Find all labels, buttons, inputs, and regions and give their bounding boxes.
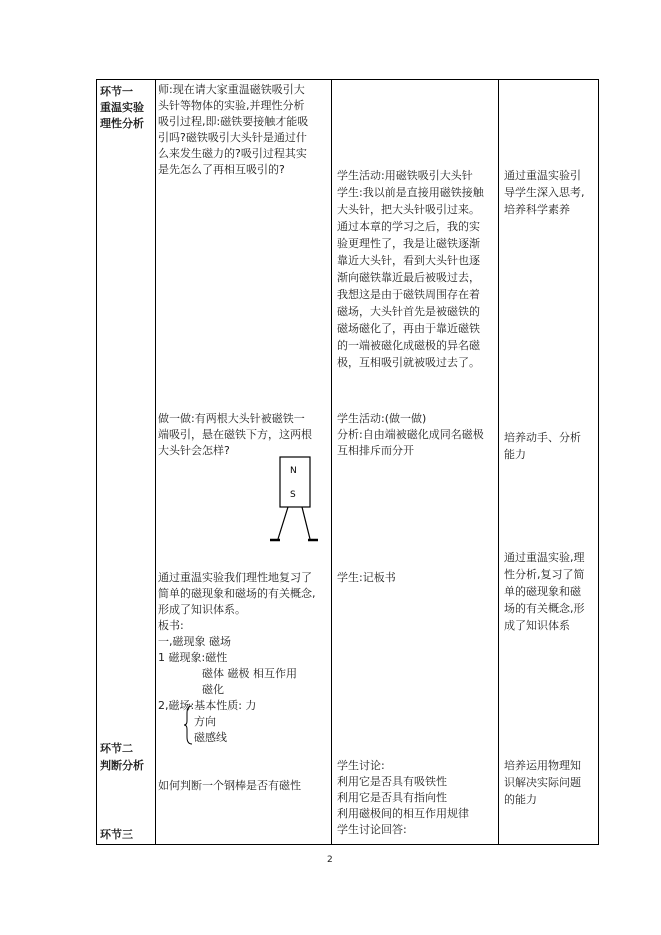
- goal-line: 培养动手、分析: [504, 431, 581, 444]
- board-title: 板书:: [158, 619, 184, 632]
- goal-line: 通过重温实验,理: [504, 551, 585, 564]
- summary-line: 形成了知识体系。: [158, 603, 246, 616]
- activity-line: 的一端被磁化成磁极的异名磁: [337, 339, 480, 352]
- board-line: 2,磁场:基本性质: 力: [158, 699, 257, 712]
- intro-line: 吸引过程,即:磁铁要接触才能吸: [158, 115, 309, 128]
- brace-diagram: [184, 705, 194, 745]
- notes-line: 学生:记板书: [337, 571, 396, 584]
- activity-line: 学生活动:用磁铁吸引大头针: [337, 169, 473, 182]
- board-line: 磁体 磁极 相互作用: [202, 667, 297, 680]
- activity2-line: 学生活动:(做一做): [337, 412, 427, 425]
- discuss-line: 学生讨论:: [337, 759, 385, 772]
- activity-line: 我想这是由于磁铁周围存在着: [337, 288, 480, 301]
- activity-line: 靠近大头针，看到大头针也逐: [337, 254, 480, 267]
- goal-line: 单的磁现象和磁: [504, 585, 581, 598]
- activity-line: 通过本章的学习之后，我的实: [337, 220, 480, 233]
- activity2-line: 分析:自由端被磁化成同名磁极: [337, 428, 484, 441]
- activity-line: 学生:我以前是直接用磁铁接触: [337, 186, 484, 199]
- summary-line: 简单的磁现象和磁场的有关概念,: [158, 587, 316, 600]
- summary-line: 通过重温实验我们理性地复习了: [158, 571, 312, 584]
- stage1-line1: 环节一: [100, 85, 133, 98]
- try-line: 做一做:有两根大头针被磁铁一: [158, 412, 305, 425]
- board-line: 1 磁现象:磁性: [158, 651, 228, 664]
- goal-line: 导学生深入思考,: [504, 186, 585, 199]
- intro-line: 头针等物体的实验,并理性分析: [158, 99, 305, 112]
- pin-left: [278, 507, 288, 539]
- stage2-line2: 判断分析: [100, 759, 144, 772]
- activity-line: 磁场磁化了，再由于靠近磁铁: [337, 322, 480, 335]
- activity-line: 极，互相吸引就被吸过去了。: [337, 356, 480, 369]
- activity-line: 磁场，大头针首先是被磁铁的: [337, 305, 480, 318]
- lesson-plan-table: [96, 79, 599, 845]
- intro-line: 是先怎么了再相互吸引的?: [158, 163, 285, 176]
- goal-line: 的能力: [504, 793, 537, 806]
- goal-line: 性分析,复习了简: [504, 568, 585, 581]
- judge-question: 如何判断一个钢棒是否有磁性: [158, 779, 301, 792]
- stage-column: [97, 80, 156, 845]
- goal-line: 培养运用物理知: [504, 759, 581, 772]
- pin-right: [302, 507, 310, 539]
- discuss-line: 利用它是否具有指向性: [337, 791, 447, 804]
- goal-column: [499, 80, 599, 845]
- activity2-line: 互相排斥而分开: [337, 444, 414, 457]
- goal-line: 培养科学素养: [504, 203, 570, 216]
- try-line: 端吸引，悬在磁铁下方，这两根: [158, 428, 312, 441]
- stage2-line1: 环节二: [100, 742, 133, 755]
- goal-line: 识解决实际问题: [504, 776, 581, 789]
- intro-line: 引吗?磁铁吸引大头针是通过什: [158, 131, 307, 144]
- board-line: 磁感线: [194, 731, 227, 744]
- board-line: 一,磁现象 磁场: [158, 635, 231, 648]
- goal-line: 场的有关概念,形: [504, 602, 585, 615]
- stage3-line1: 环节三: [100, 828, 133, 841]
- student-column: [332, 80, 499, 845]
- stage1-line3: 理性分析: [100, 117, 144, 130]
- discuss-line: 学生讨论回答:: [337, 823, 407, 836]
- activity-line: 大头针，把大头针吸引过来。: [337, 203, 480, 216]
- intro-line: 么来发生磁力的?吸引过程其实: [158, 147, 307, 160]
- page-number: 2: [327, 855, 333, 865]
- table-row: [97, 80, 599, 845]
- teacher-column: [156, 80, 332, 845]
- activity-line: 渐向磁铁靠近最后被吸过去，: [337, 271, 480, 284]
- goal-line: 成了知识体系: [504, 619, 570, 632]
- magnet-n-label: N: [290, 466, 297, 476]
- board-line: 磁化: [202, 683, 224, 696]
- discuss-line: 利用磁极间的相互作用规律: [337, 807, 469, 820]
- intro-line: 师:现在请大家重温磁铁吸引大: [158, 83, 305, 96]
- stage1-line2: 重温实验: [100, 101, 144, 114]
- discuss-line: 利用它是否具有吸铁性: [337, 775, 447, 788]
- try-line: 大头针会怎样?: [158, 444, 230, 457]
- goal-line: 通过重温实验引: [504, 169, 581, 182]
- magnet-diagram: [266, 455, 322, 547]
- activity-line: 验更理性了，我是让磁铁逐渐: [337, 237, 480, 250]
- magnet-s-label: S: [290, 490, 296, 500]
- goal-line: 能力: [504, 448, 526, 461]
- board-line: 方向: [194, 715, 216, 728]
